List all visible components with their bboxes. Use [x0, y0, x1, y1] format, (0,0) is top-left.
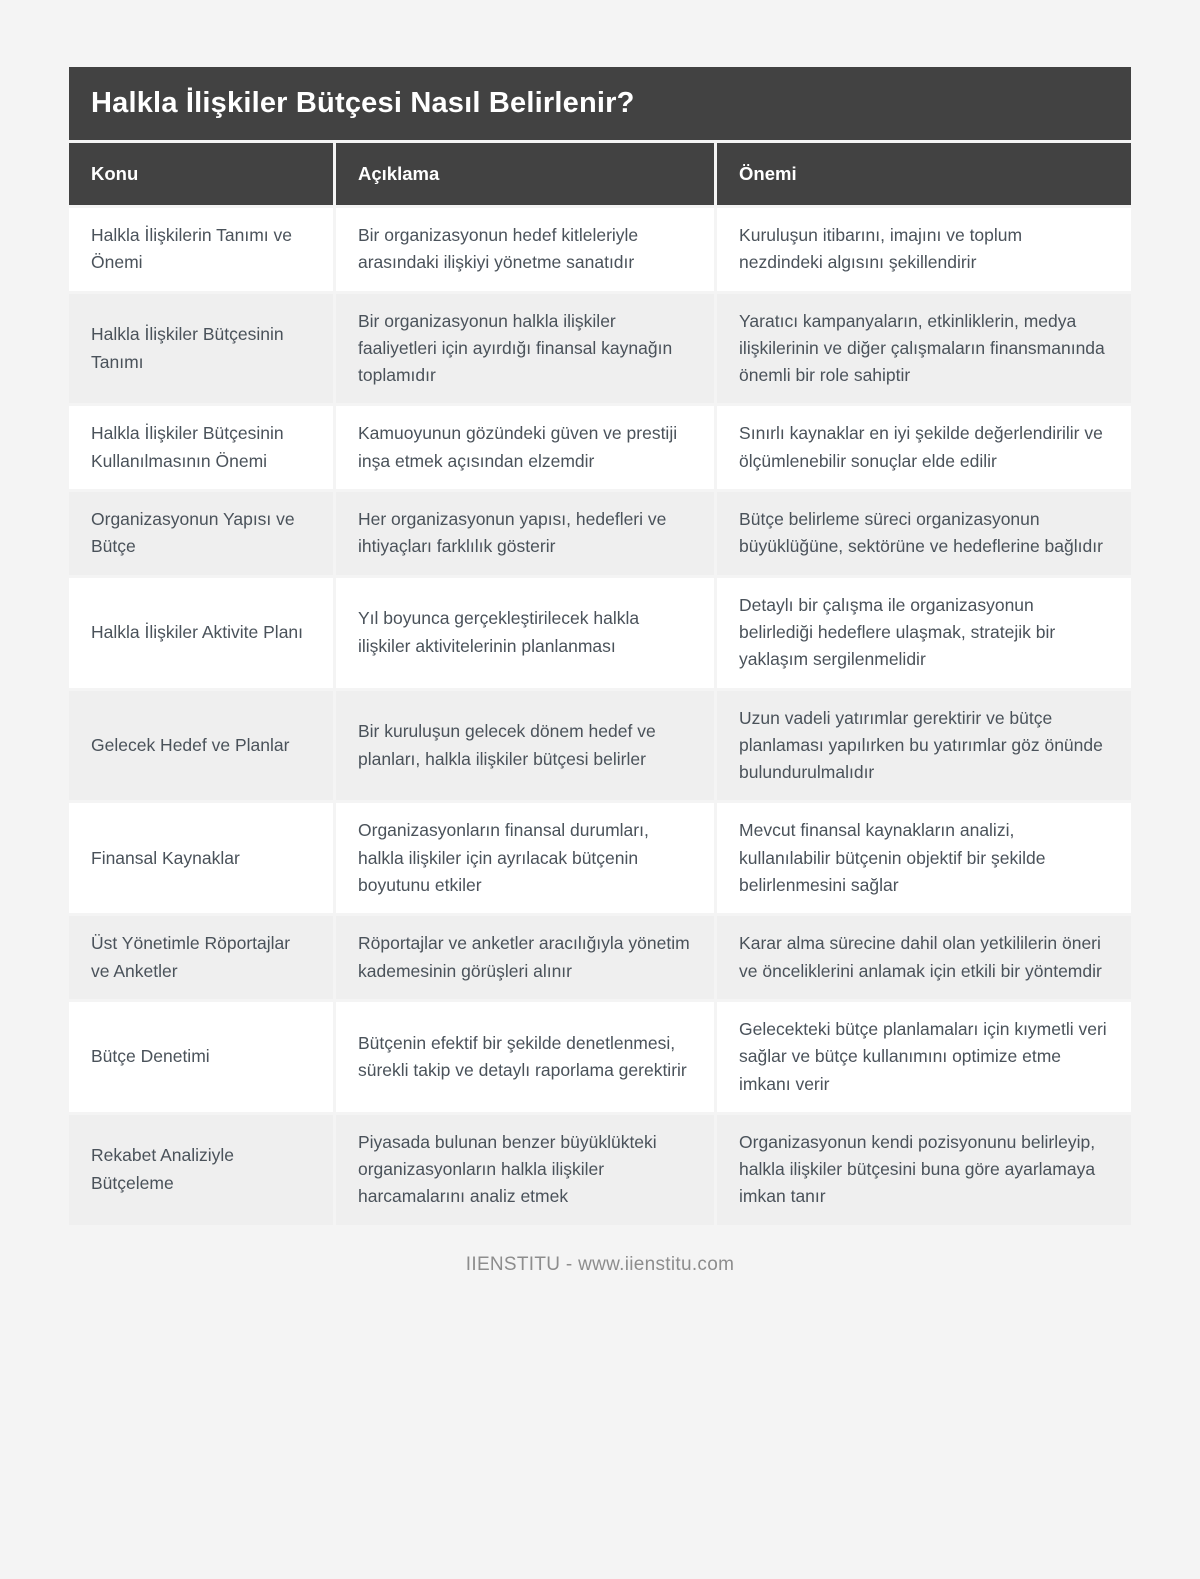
topic-cell: Halkla İlişkiler Aktivite Planı [69, 578, 333, 688]
topic-cell: Halkla İlişkiler Bütçesinin Kullanılmasının Önemi [69, 406, 333, 489]
table-row [69, 1115, 1131, 1225]
description-cell: Yıl boyunca gerçekleştirilecek halkla ilişkiler aktivitelerinin planlanması [336, 578, 714, 688]
description-cell: Bir organizasyonun hedef kitleleriyle arasındaki ilişkiyi yönetme sanatıdır [336, 208, 714, 291]
importance-cell: Karar alma sürecine dahil olan yetkililerin öneri ve önceliklerini anlamak için etkili bir yöntemdir [717, 916, 1131, 999]
column-header-onemi: Önemi [717, 143, 1131, 205]
table-row [69, 492, 1131, 575]
table-row [69, 294, 1131, 404]
importance-cell: Mevcut finansal kaynakların analizi, kullanılabilir bütçenin objektif bir şekilde belirlenmesini sağlar [717, 803, 1131, 913]
page-title: Halkla İlişkiler Bütçesi Nasıl Belirlenir? [69, 67, 1131, 140]
description-cell: Bir organizasyonun halkla ilişkiler faaliyetleri için ayırdığı finansal kaynağın toplamıdır [336, 294, 714, 404]
column-header-row [69, 143, 1131, 205]
pr-budget-table [66, 64, 1134, 1228]
description-cell: Kamuoyunun gözündeki güven ve prestiji inşa etmek açısından elzemdir [336, 406, 714, 489]
table-row [69, 916, 1131, 999]
description-cell: Röportajlar ve anketler aracılığıyla yönetim kademesinin görüşleri alınır [336, 916, 714, 999]
table-row [69, 208, 1131, 291]
table-row [69, 803, 1131, 913]
importance-cell: Organizasyonun kendi pozisyonunu belirleyip, halkla ilişkiler bütçesini buna göre ayarlamaya imkan tanır [717, 1115, 1131, 1225]
topic-cell: Üst Yönetimle Röportajlar ve Anketler [69, 916, 333, 999]
description-cell: Organizasyonların finansal durumları, halkla ilişkiler için ayrılacak bütçenin boyutunu etkiler [336, 803, 714, 913]
description-cell: Bir kuruluşun gelecek dönem hedef ve planları, halkla ilişkiler bütçesi belirler [336, 691, 714, 801]
document-card [66, 64, 1134, 1276]
topic-cell: Halkla İlişkiler Bütçesinin Tanımı [69, 294, 333, 404]
topic-cell: Organizasyonun Yapısı ve Bütçe [69, 492, 333, 575]
topic-cell: Halkla İlişkilerin Tanımı ve Önemi [69, 208, 333, 291]
importance-cell: Yaratıcı kampanyaların, etkinliklerin, medya ilişkilerinin ve diğer çalışmaların finansmanında önemli bir role sahiptir [717, 294, 1131, 404]
description-cell: Piyasada bulunan benzer büyüklükteki organizasyonların halkla ilişkiler harcamalarını analiz etmek [336, 1115, 714, 1225]
importance-cell: Kuruluşun itibarını, imajını ve toplum nezdindeki algısını şekillendirir [717, 208, 1131, 291]
topic-cell: Gelecek Hedef ve Planlar [69, 691, 333, 801]
table-row [69, 406, 1131, 489]
table-body [69, 208, 1131, 1225]
column-header-aciklama: Açıklama [336, 143, 714, 205]
importance-cell: Gelecekteki bütçe planlamaları için kıymetli veri sağlar ve bütçe kullanımını optimize etme imkanı verir [717, 1002, 1131, 1112]
topic-cell: Bütçe Denetimi [69, 1002, 333, 1112]
footer-credit: IIENSTITU - www.iienstitu.com [465, 1253, 735, 1275]
title-row [69, 67, 1131, 140]
importance-cell: Bütçe belirleme süreci organizasyonun büyüklüğüne, sektörüne ve hedeflerine bağlıdır [717, 492, 1131, 575]
importance-cell: Detaylı bir çalışma ile organizasyonun belirlediği hedeflere ulaşmak, stratejik bir yaklaşım sergilenmelidir [717, 578, 1131, 688]
importance-cell: Sınırlı kaynaklar en iyi şekilde değerlendirilir ve ölçümlenebilir sonuçlar elde edilir [717, 406, 1131, 489]
table-row [69, 578, 1131, 688]
table-row [69, 691, 1131, 801]
description-cell: Her organizasyonun yapısı, hedefleri ve ihtiyaçları farklılık gösterir [336, 492, 714, 575]
table-row [69, 1002, 1131, 1112]
topic-cell: Rekabet Analiziyle Bütçeleme [69, 1115, 333, 1225]
topic-cell: Finansal Kaynaklar [69, 803, 333, 913]
description-cell: Bütçenin efektif bir şekilde denetlenmesi, sürekli takip ve detaylı raporlama gerektirir [336, 1002, 714, 1112]
importance-cell: Uzun vadeli yatırımlar gerektirir ve bütçe planlaması yapılırken bu yatırımlar göz önünde bulundurulmalıdır [717, 691, 1131, 801]
column-header-konu: Konu [69, 143, 333, 205]
